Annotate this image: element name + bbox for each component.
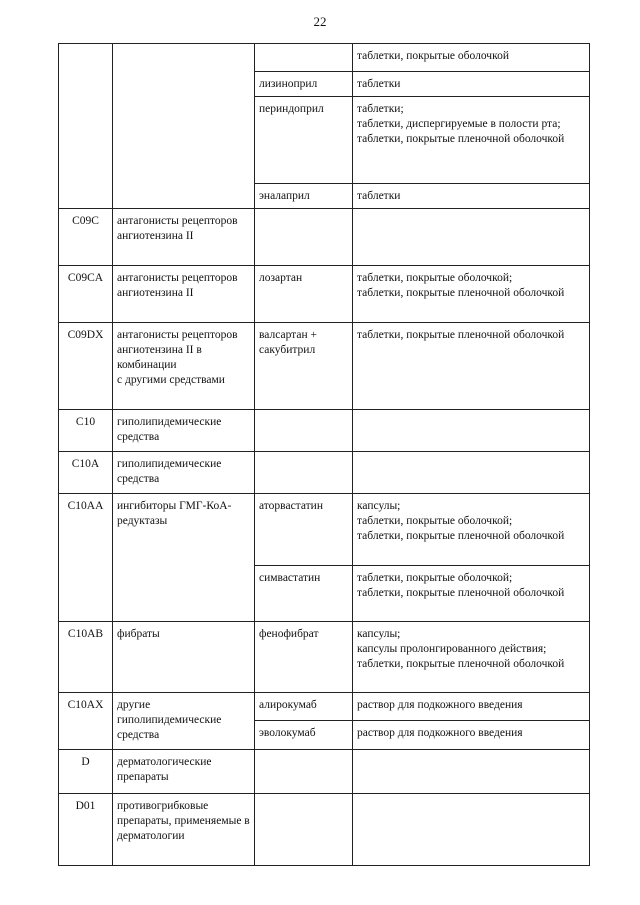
drug-name-cell	[255, 209, 353, 266]
drug-name-cell	[255, 44, 353, 72]
dosage-form-cell	[353, 794, 590, 866]
drug-name-cell: лозартан	[255, 266, 353, 323]
group-cell	[113, 44, 255, 209]
table-row	[59, 410, 590, 452]
atc-code-cell: C10AB	[59, 622, 113, 693]
table-row	[59, 750, 590, 794]
group-cell: ингибиторы ГМГ-КоА-редуктазы	[113, 494, 255, 622]
dosage-form-cell: таблетки, покрытые пленочной оболочкой	[353, 323, 590, 410]
atc-code-cell: C09C	[59, 209, 113, 266]
drug-name-cell: аторвастатин	[255, 494, 353, 566]
atc-code-cell	[59, 44, 113, 209]
drug-name-cell	[255, 794, 353, 866]
atc-code-cell: C10AA	[59, 494, 113, 622]
table-row	[59, 452, 590, 494]
page-number: 22	[313, 14, 327, 29]
drug-name-cell	[255, 750, 353, 794]
dosage-form-cell: таблетки, покрытые оболочкой; таблетки, покрытые пленочной оболочкой	[353, 266, 590, 323]
drug-name-cell: симвастатин	[255, 566, 353, 622]
group-cell: антагонисты рецепторов ангиотензина II в комбинации с другими средствами	[113, 323, 255, 410]
drug-name-cell: фенофибрат	[255, 622, 353, 693]
table-row	[59, 494, 590, 566]
atc-code-cell: C09CA	[59, 266, 113, 323]
table-row	[59, 622, 590, 693]
drug-name-cell: периндоприл	[255, 97, 353, 184]
table-row	[59, 266, 590, 323]
group-cell: гиполипидемические средства	[113, 452, 255, 494]
dosage-form-cell	[353, 410, 590, 452]
table-row	[59, 693, 590, 721]
dosage-form-cell: таблетки; таблетки, диспергируемые в полости рта; таблетки, покрытые пленочной оболочкой	[353, 97, 590, 184]
drug-name-cell: лизиноприл	[255, 72, 353, 97]
dosage-form-cell	[353, 209, 590, 266]
dosage-form-cell	[353, 750, 590, 794]
group-cell: дерматологические препараты	[113, 750, 255, 794]
dosage-form-cell	[353, 452, 590, 494]
atc-code-cell: C10AX	[59, 693, 113, 750]
table-row	[59, 323, 590, 410]
table-row	[59, 44, 590, 72]
drug-name-cell	[255, 452, 353, 494]
drug-name-cell: алирокумаб	[255, 693, 353, 721]
dosage-form-cell: раствор для подкожного введения	[353, 721, 590, 750]
table-row	[59, 794, 590, 866]
atc-code-cell: C10A	[59, 452, 113, 494]
dosage-form-cell: таблетки, покрытые оболочкой	[353, 44, 590, 72]
group-cell: антагонисты рецепторов ангиотензина II	[113, 209, 255, 266]
dosage-form-cell: раствор для подкожного введения	[353, 693, 590, 721]
group-cell: противогрибковые препараты, применяемые в дерматологии	[113, 794, 255, 866]
drug-name-cell: эволокумаб	[255, 721, 353, 750]
group-cell: фибраты	[113, 622, 255, 693]
atc-code-cell: C10	[59, 410, 113, 452]
dosage-form-cell: таблетки	[353, 72, 590, 97]
dosage-form-cell: капсулы; таблетки, покрытые оболочкой; таблетки, покрытые пленочной оболочкой	[353, 494, 590, 566]
atc-code-cell: C09DX	[59, 323, 113, 410]
group-cell: другие гиполипидемические средства	[113, 693, 255, 750]
drug-name-cell: эналаприл	[255, 184, 353, 209]
group-cell: антагонисты рецепторов ангиотензина II	[113, 266, 255, 323]
drug-name-cell	[255, 410, 353, 452]
dosage-form-cell: таблетки	[353, 184, 590, 209]
dosage-form-cell: таблетки, покрытые оболочкой; таблетки, покрытые пленочной оболочкой	[353, 566, 590, 622]
drug-name-cell: валсартан + сакубитрил	[255, 323, 353, 410]
dosage-form-cell: капсулы; капсулы пролонгированного действия; таблетки, покрытые пленочной оболочкой	[353, 622, 590, 693]
group-cell: гиполипидемические средства	[113, 410, 255, 452]
table-row	[59, 209, 590, 266]
medicines-table	[58, 43, 590, 866]
atc-code-cell: D	[59, 750, 113, 794]
atc-code-cell: D01	[59, 794, 113, 866]
